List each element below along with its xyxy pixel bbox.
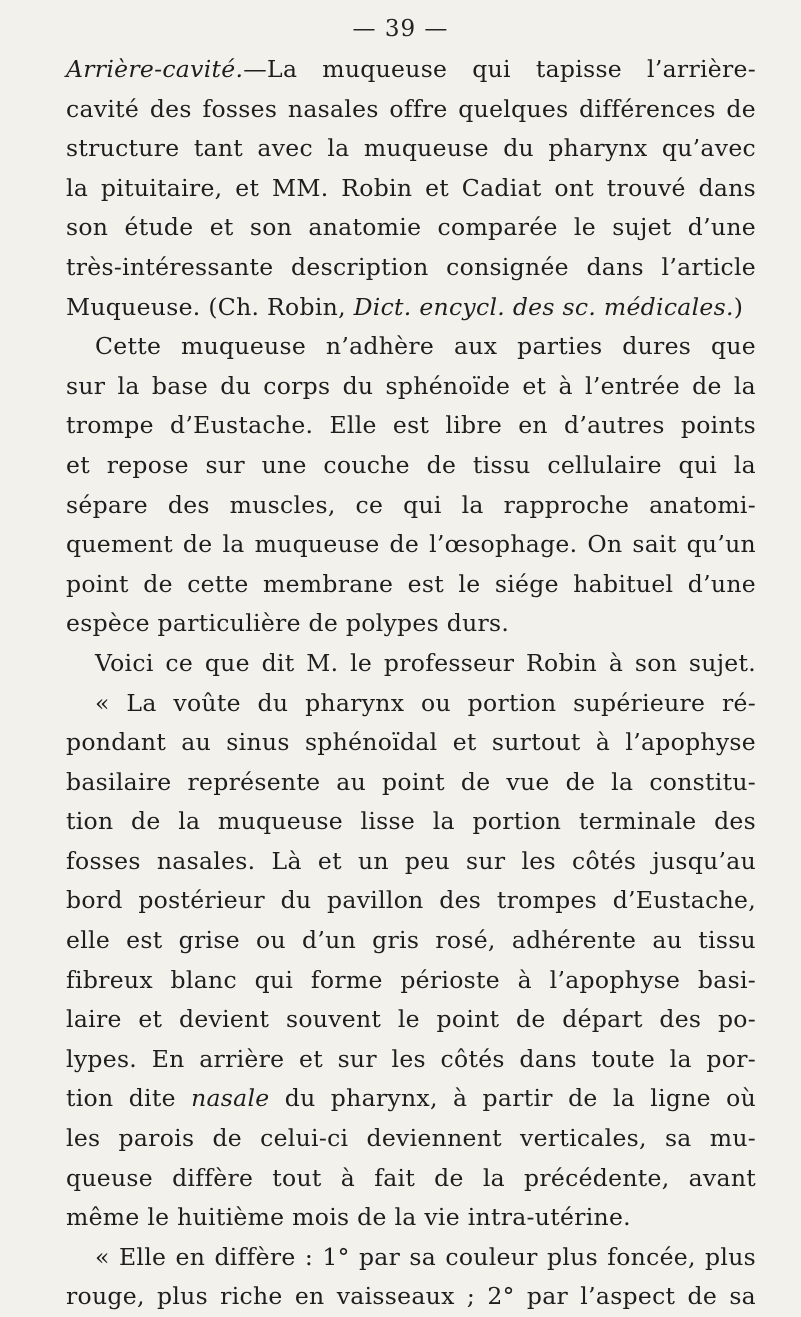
text-segment: « La voûte du pharynx ou portion supérieure ré- bbox=[95, 688, 756, 717]
text-line bbox=[66, 486, 756, 526]
text-line bbox=[66, 327, 756, 367]
text-line bbox=[66, 842, 756, 882]
text-segment: —La muqueuse qui tapisse l’arrière- bbox=[243, 55, 756, 83]
text-line bbox=[66, 169, 756, 209]
text-segment: sépare des muscles, ce qui la rapproche anatomi- bbox=[66, 490, 756, 519]
text-line bbox=[66, 684, 756, 724]
text-line bbox=[66, 763, 756, 803]
text-segment: trompe d’Eustache. Elle est libre en d’autres points bbox=[66, 411, 756, 440]
text-segment: fosses nasales. Là et un peu sur les côtés jusqu’au bbox=[66, 846, 756, 875]
text-segment: ) bbox=[733, 292, 744, 321]
text-segment: basilaire représente au point de vue de la constitu- bbox=[66, 767, 756, 796]
text-segment: fibreux blanc qui forme périoste à l’apophyse basi- bbox=[66, 965, 756, 994]
text-line bbox=[66, 446, 756, 486]
text-line bbox=[66, 961, 756, 1001]
text-segment: elle est grise ou d’un gris rosé, adhérente au tissu bbox=[66, 926, 756, 955]
text-segment: quement de la muqueuse de l’œsophage. On sait qu’un bbox=[66, 530, 756, 559]
page-number: — 39 — bbox=[352, 16, 449, 42]
text-line bbox=[66, 129, 756, 169]
text-line bbox=[66, 1079, 756, 1119]
text-segment: même le huitième mois de la vie intra-utérine. bbox=[66, 1203, 631, 1232]
text-line bbox=[66, 644, 756, 684]
text-line bbox=[66, 604, 756, 644]
text-segment: laire et devient souvent le point de départ des po- bbox=[66, 1005, 756, 1034]
text-line bbox=[66, 802, 756, 842]
text-line bbox=[66, 50, 756, 90]
text-line bbox=[66, 1040, 756, 1080]
text-line bbox=[66, 208, 756, 248]
italic-text: Arrière-cavité. bbox=[66, 55, 244, 83]
text-segment: la pituitaire, et MM. Robin et Cadiat ont trouvé dans bbox=[66, 173, 756, 202]
text-segment: « Elle en diffère : 1° par sa couleur plus foncée, plus bbox=[95, 1242, 756, 1271]
text-line bbox=[66, 288, 756, 328]
text-segment: Cette muqueuse n’adhère aux parties dures que bbox=[95, 332, 756, 361]
text-line bbox=[66, 1159, 756, 1199]
text-line bbox=[66, 1119, 756, 1159]
text-segment: lypes. En arrière et sur les côtés dans toute la por- bbox=[66, 1044, 756, 1073]
text-segment: bord postérieur du pavillon des trompes d’Eustache, bbox=[66, 886, 756, 915]
text-line bbox=[66, 525, 756, 565]
italic-text: nasale bbox=[191, 1084, 270, 1113]
text-line bbox=[66, 921, 756, 961]
text-segment: rouge, plus riche en vaisseaux ; 2° par l’aspect de sa bbox=[66, 1282, 756, 1311]
text-segment: pondant au sinus sphénoïdal et surtout à l’apophyse bbox=[66, 728, 756, 757]
text-segment: et repose sur une couche de tissu cellulaire qui la bbox=[66, 450, 756, 479]
text-segment: Voici ce que dit M. le professeur Robin à son sujet. bbox=[95, 648, 756, 677]
body-text bbox=[66, 50, 756, 1317]
text-segment: tion dite bbox=[66, 1084, 192, 1113]
text-segment: les parois de celui-ci deviennent verticales, sa mu- bbox=[66, 1124, 756, 1153]
text-line bbox=[66, 367, 756, 407]
text-segment: du pharynx, à partir de la ligne où bbox=[269, 1084, 757, 1113]
text-segment: sur la base du corps du sphénoïde et à l’entrée de la bbox=[66, 371, 756, 400]
text-line bbox=[66, 406, 756, 446]
text-line bbox=[66, 248, 756, 288]
italic-text: Dict. encycl. des sc. médicales. bbox=[353, 292, 734, 321]
text-line bbox=[66, 565, 756, 605]
text-line bbox=[66, 90, 756, 130]
text-line bbox=[66, 1277, 756, 1317]
text-line bbox=[66, 881, 756, 921]
text-line bbox=[66, 723, 756, 763]
text-segment: queuse diffère tout à fait de la précédente, avant bbox=[66, 1163, 756, 1192]
text-segment: très-intéressante description consignée dans l’article bbox=[66, 252, 756, 281]
text-line bbox=[66, 1238, 756, 1278]
text-segment: structure tant avec la muqueuse du pharynx qu’avec bbox=[66, 134, 756, 163]
text-segment: Muqueuse. (Ch. Robin, bbox=[66, 292, 354, 321]
text-segment: espèce particulière de polypes durs. bbox=[66, 609, 510, 638]
text-segment: son étude et son anatomie comparée le sujet d’une bbox=[66, 213, 756, 242]
text-line bbox=[66, 1000, 756, 1040]
text-segment: cavité des fosses nasales offre quelques différences de bbox=[66, 94, 756, 123]
text-segment: tion de la muqueuse lisse la portion terminale des bbox=[66, 807, 756, 836]
text-line bbox=[66, 1198, 756, 1238]
text-segment: point de cette membrane est le siége habituel d’une bbox=[66, 569, 756, 598]
